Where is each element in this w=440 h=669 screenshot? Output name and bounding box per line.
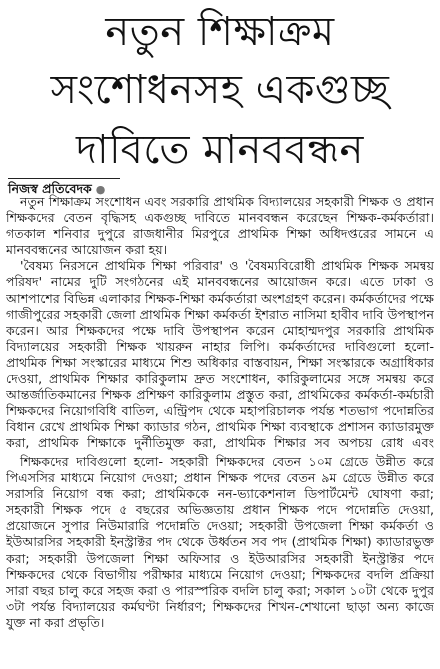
article-body-top xyxy=(6,194,434,451)
article-paragraph-2: 'বৈষম্য নিরসনে প্রাথমিক শিক্ষা পরিবার' ও 'বৈষম্যবিরোধী প্রাথমিক শিক্ষক সমন্বয় পরিষদ' নামের দুটি সংগঠনের এই মানববন্ধনের আয়োজন করে। এতে ঢাকা ও আশপাশের বিভিন্ন এলাকার শিক্ষক-শিক্ষা কর্মকর্তারা অংশগ্রহণ করেন। কর্মকর্তাদের পক্ষে গাজীপুরের সহকারী জেলা প্রাথমিক শিক্ষা কর্মকর্তা ইশরাত নাসিমা হাবীব দাবি উপস্থাপন করেন। আর শিক্ষকদের পক্ষে দাবি উপস্থাপন করেন মোহাম্মদপুর সরকারি প্রাথমিক বিদ্যালয়ের সহকারী শিক্ষক খায়রুন নাহার লিপি। কর্মকর্তাদের দাবিগুলো হলো- প্রাথমিক শিক্ষা সংস্কারের মাধ্যমে শিশু অধিকার বাস্তবায়ন, শিক্ষা সংস্কারকে অগ্রাধিকার দেওয়া, প্রাথমিক শিক্ষার কারিকুলাম দ্রুত সংশোধন, কারিকুলামের সঙ্গে সমন্বয় করে আন্তর্জাতিকমানের শিক্ষক প্রশিক্ষণ কারিকুলাম প্রস্তুত করা, প্রাথমিকের কর্মকর্তা-কর্মচারী শিক্ষকদের নিয়োগবিধি বাতিল, এন্ট্রিপদ থেকে মহাপরিচালক পর্যন্ত শতভাগ পদোন্নতির বিধান রেখে প্রাথমিক শিক্ষা ক্যাডার গঠন, প্রাথমিক শিক্ষা ব্যবস্থাকে প্রশাসন ক্যাডারমুক্ত করা, প্রাথমিক শিক্ষাকে দুর্নীতিমুক্ত করা, প্রাথমিক শিক্ষার সব অপচয় রোধ এবং xyxy=(6,258,434,451)
article-paragraph-1: নতুন শিক্ষাক্রম সংশোধন এবং সরকারি প্রাথমিক বিদ্যালয়ের সহকারী শিক্ষক ও প্রধান শিক্ষকদের বেতন বৃদ্ধিসহ একগুচ্ছ দাবিতে মানববন্ধন করেছেন শিক্ষক-কর্মকর্তারা। গতকাল শনিবার দুপুরে রাজধানীর মিরপুরে প্রাথমিক শিক্ষা অধিদপ্তরের সামনে এ মানববন্ধনের আয়োজন করা হয়। xyxy=(6,194,434,258)
article-paragraph-3: শিক্ষকদের দাবিগুলো হলো- সহকারী শিক্ষকদের বেতন ১০ম গ্রেডে উন্নীত করে পিএসসির মাধ্যমে নিয়োগ দেওয়া; প্রধান শিক্ষক পদের বেতন ৯ম গ্রেডে উন্নীত করে সরাসরি নিয়োগ বন্ধ করা; প্রাথমিককে নন-ভ্যাকেশনাল ডিপার্টমেন্ট ঘোষণা করা; সহকারী শিক্ষক পদে ৫ বছরের অভিজ্ঞতায় প্রধান শিক্ষক পদে পদোন্নতি দেওয়া, প্রয়োজনে সুপার নিউমারারি পদোন্নতি দেওয়া; সহকারী উপজেলা শিক্ষা কর্মকর্তা ও ইউআরসির সহকারী ইনস্ট্রাক্টর পদ থেকে উর্ধ্বতন সব পদ (প্রাথমিক শিক্ষা) ক্যাডারভুক্ত করা; সহকারী উপজেলা শিক্ষা অফিসার ও ইউআরসির সহকারী ইনস্ট্রাক্টর পদে শিক্ষকদের থেকে বিভাগীয় পরীক্ষার মাধ্যমে নিয়োগ দেওয়া; শিক্ষকদের বদলি প্রক্রিয়া সারা বছর চালু করে সহজ করা ও পারস্পরিক বদলি চালু করা; সকাল ১০টা থেকে দুপুর ৩টা পর্যন্ত বিদ্যালয়ের কর্মঘণ্টা নির্ধারণ; শিক্ষকদের শিখন-শেখানো ছাড়া অন্য কাজে যুক্ত না করা প্রভৃতি। xyxy=(6,454,434,630)
headline-line-2: সংশোধনসহ একগুচ্ছ xyxy=(50,67,390,113)
bullet-icon: ● xyxy=(95,183,106,196)
headline-line-3: দাবিতে মানববন্ধন xyxy=(76,127,364,173)
article-body-bottom xyxy=(6,454,434,666)
byline-text: নিজস্ব প্রতিবেদক xyxy=(8,181,92,196)
headline-line-1: নতুন শিক্ষাক্রম xyxy=(105,9,335,55)
